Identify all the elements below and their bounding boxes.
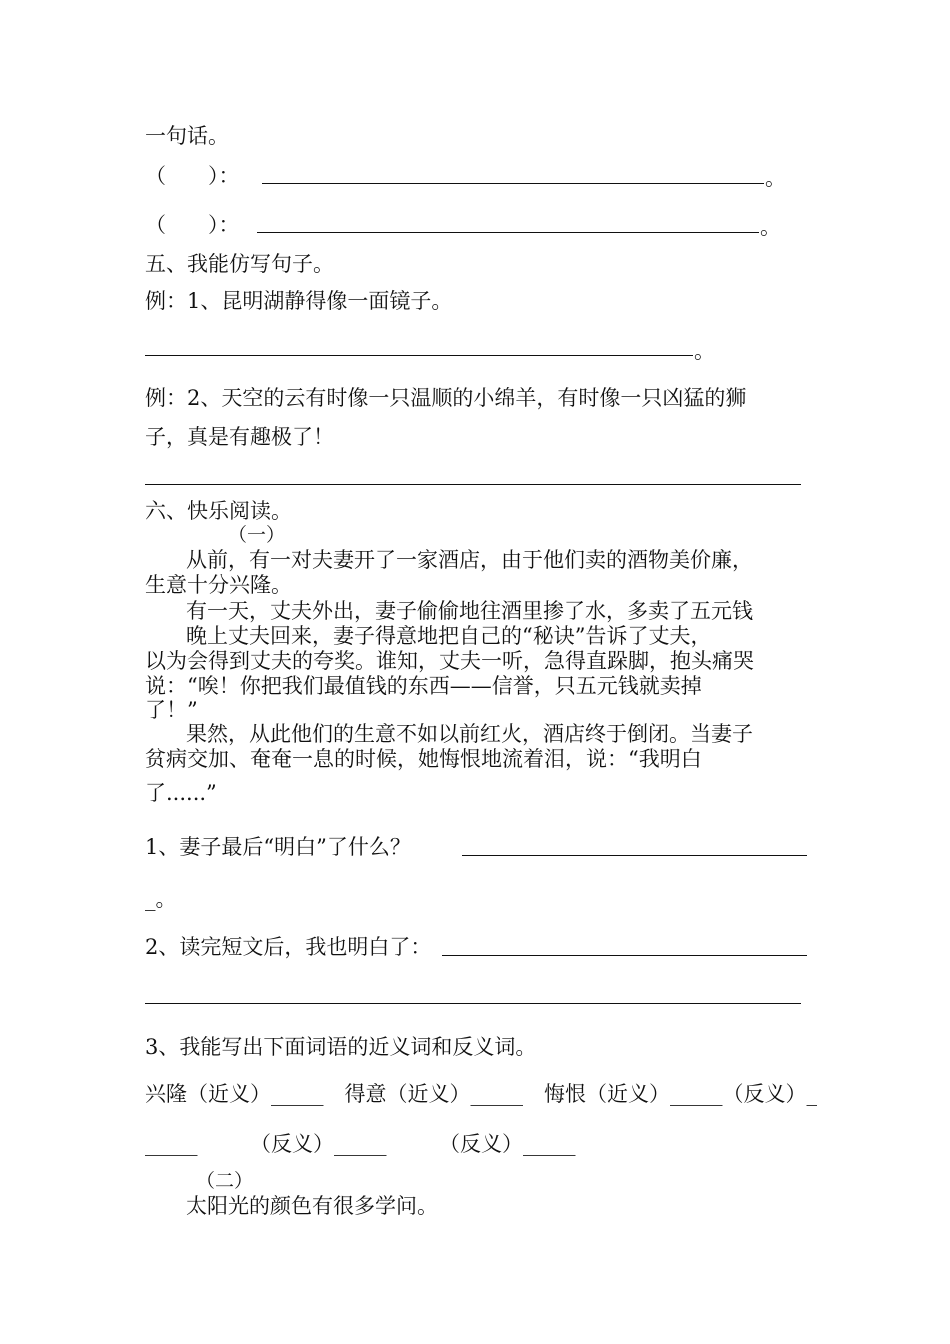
passage-line: 晚上丈夫回来，妻子得意地把自己的“秘诀”告诉了丈夫， bbox=[186, 624, 712, 648]
passage-line: 了......” bbox=[145, 781, 217, 805]
passage-line: 果然，从此他们的生意不如以前红火，酒店终于倒闭。当妻子 bbox=[186, 722, 753, 746]
passage-line: 了！” bbox=[145, 698, 198, 722]
paren-label-2: （ ）： bbox=[145, 213, 240, 237]
period: 。 bbox=[760, 215, 781, 239]
passage-line: 说：“唉！你把我们最值钱的东西——信誉，只五元钱就卖掉 bbox=[145, 674, 702, 698]
question-2: 2、读完短文后，我也明白了： bbox=[145, 935, 432, 959]
section-6-title: 六、快乐阅读。 bbox=[145, 499, 292, 523]
example-2-line-1: 例：2、天空的云有时像一只温顺的小绵羊，有时像一只凶猛的狮 bbox=[145, 386, 747, 410]
answer-line bbox=[262, 183, 764, 184]
answer-line bbox=[145, 355, 693, 356]
period: 。 bbox=[765, 166, 786, 190]
word-row-1: 兴隆（近义）_____ 得意（近义）_____ 悔恨（近义）_____（反义）_ bbox=[145, 1082, 817, 1106]
example-1: 例：1、昆明湖静得像一面镜子。 bbox=[145, 289, 453, 313]
question-3: 3、我能写出下面词语的近义词和反义词。 bbox=[145, 1035, 537, 1059]
passage-1-label: （一） bbox=[228, 524, 286, 546]
example-2-line-2: 子，真是有趣极了！ bbox=[145, 425, 334, 449]
passage-line: 从前，有一对夫妻开了一家酒店，由于他们卖的酒物美价廉， bbox=[186, 548, 753, 572]
passage-line: 生意十分兴隆。 bbox=[145, 573, 292, 597]
answer-line bbox=[145, 484, 801, 485]
passage-line: 贫病交加、奄奄一息的时候，她悔恨地流着泪，说：“我明白 bbox=[145, 747, 702, 771]
word-row-2: _____ （反义）_____ （反义）_____ bbox=[145, 1132, 576, 1156]
text-line: 一句话。 bbox=[145, 124, 229, 148]
period: 。 bbox=[694, 339, 715, 363]
section-5-title: 五、我能仿写句子。 bbox=[145, 252, 334, 276]
passage-line: 有一天，丈夫外出，妻子偷偷地往酒里掺了水，多卖了五元钱 bbox=[186, 599, 753, 623]
question-1: 1、妻子最后“明白”了什么？ bbox=[145, 835, 411, 859]
answer-line bbox=[257, 232, 759, 233]
paren-label-1: （ ）： bbox=[145, 164, 240, 188]
answer-line bbox=[462, 855, 807, 856]
answer-line bbox=[442, 955, 807, 956]
question-1-end: _。 bbox=[145, 887, 177, 911]
passage-2-line: 太阳光的颜色有很多学问。 bbox=[186, 1194, 438, 1218]
passage-line: 以为会得到丈夫的夸奖。谁知，丈夫一听，急得直跺脚，抱头痛哭 bbox=[145, 649, 754, 673]
passage-2-label: （二） bbox=[196, 1170, 254, 1192]
answer-line bbox=[145, 1003, 801, 1004]
